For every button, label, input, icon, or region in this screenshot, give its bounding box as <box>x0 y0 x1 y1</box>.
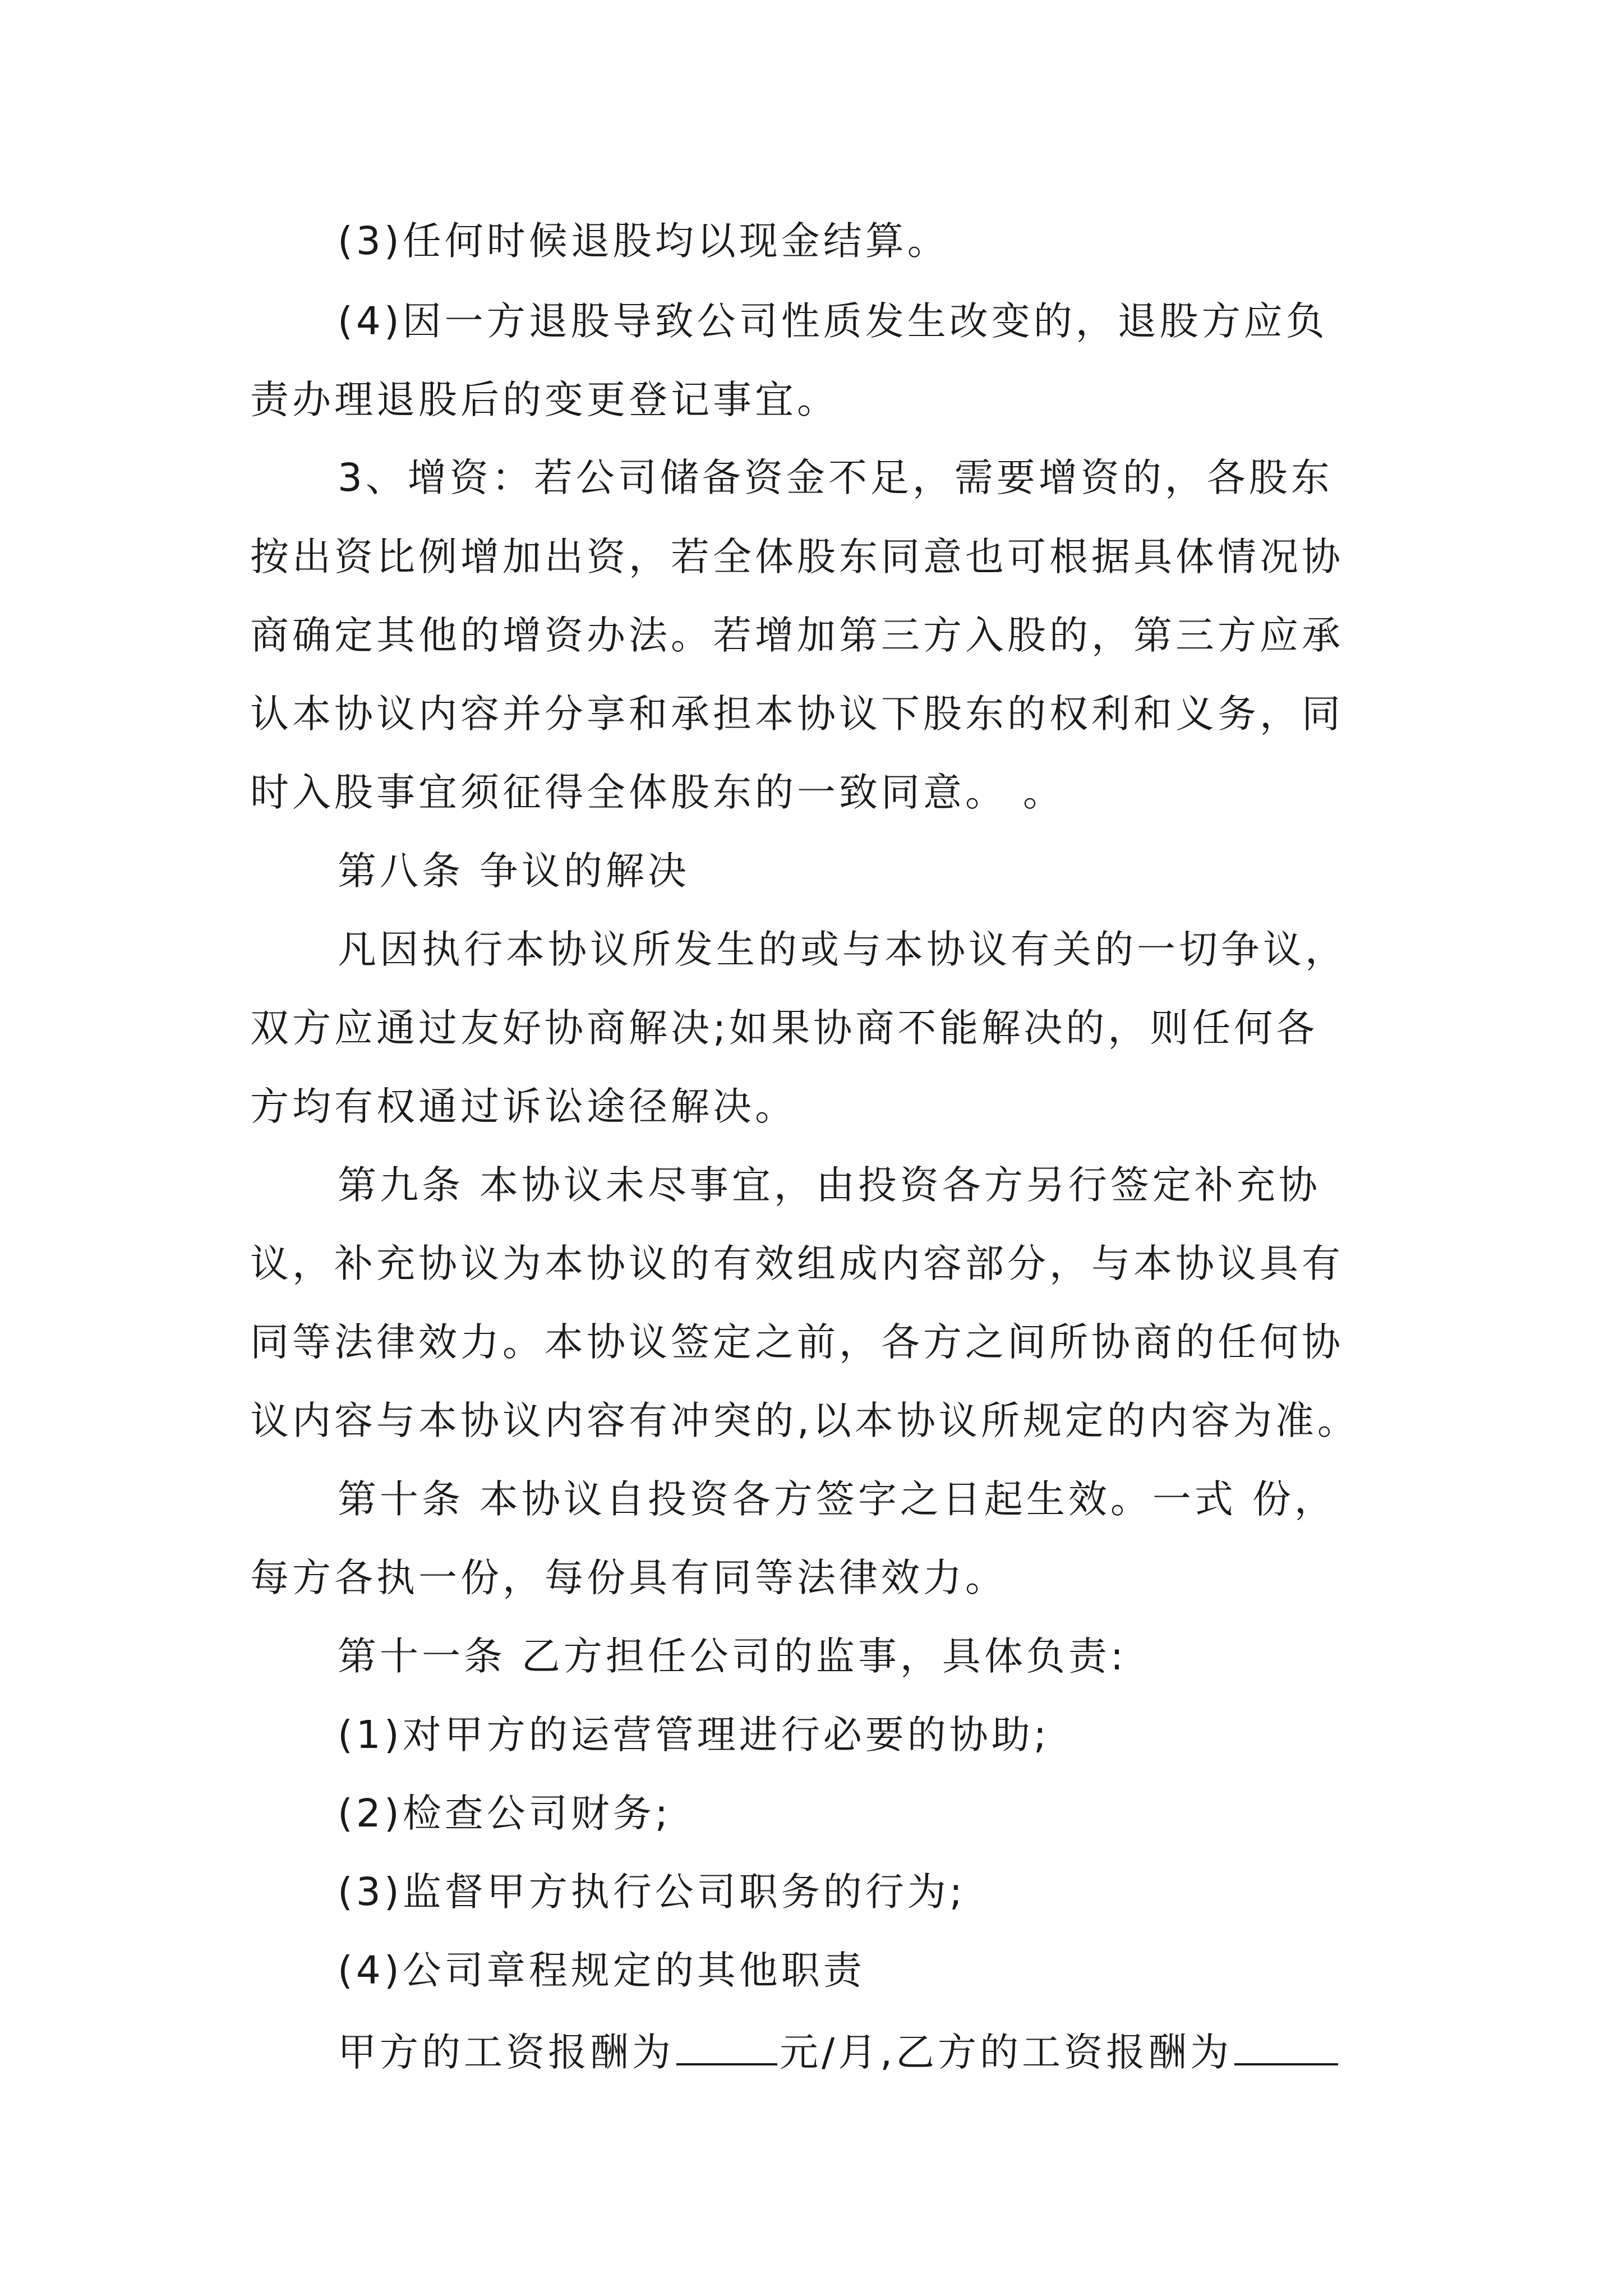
paragraph-line: 每方各执一份，每份具有同等法律效力。 <box>250 1556 1007 1600</box>
list-item: (3)监督甲方执行公司职务的行为; <box>338 1870 966 1915</box>
list-item: (4)公司章程规定的其他职责 <box>338 1948 865 1993</box>
paragraph-line: 认本协议内容并分享和承担本协议下股东的权利和义务，同 <box>250 692 1344 737</box>
salary-text-part1: 甲方的工资报酬为 <box>338 2030 674 2075</box>
salary-line <box>338 2024 1476 2078</box>
paragraph-line: 3、增资：若公司储备资金不足，需要增资的，各股东 <box>338 455 1333 500</box>
blank-field-1 <box>676 2024 777 2065</box>
list-item: (1)对甲方的运营管理进行必要的协助; <box>338 1713 1050 1757</box>
paragraph-line: (3)任何时候退股均以现金结算。 <box>338 219 949 264</box>
paragraph-line: 商确定其他的增资办法。若增加第三方入股的，第三方应承 <box>250 613 1344 658</box>
salary-text-part2: 元/月,乙方的工资报酬为 <box>780 2030 1233 2075</box>
paragraph-line: 第十一条 乙方担任公司的监事，具体负责: <box>338 1634 1127 1679</box>
paragraph-line: 时入股事宜须征得全体股东的一致同意。 。 <box>250 770 1065 815</box>
paragraph-line: 同等法律效力。本协议签定之前，各方之间所协商的任何协 <box>250 1320 1344 1365</box>
paragraph-line: 议内容与本协议内容有冲突的,以本协议所规定的内容为准。 <box>250 1398 1359 1443</box>
paragraph-line: 议，补充协议为本协议的有效组成内容部分，与本协议具有 <box>250 1241 1344 1286</box>
paragraph-line: 第十条 本协议自投资各方签字之日起生效。一式 份， <box>338 1477 1336 1522</box>
section-heading: 第八条 争议的解决 <box>338 849 690 894</box>
paragraph-line: 双方应通过友好协商解决;如果协商不能解决的，则任何各 <box>250 1006 1318 1051</box>
paragraph-line: 按出资比例增加出资，若全体股东同意也可根据具体情况协 <box>250 535 1344 579</box>
list-item: (2)检查公司财务; <box>338 1791 671 1836</box>
paragraph-line: 责办理退股后的变更登记事宜。 <box>250 378 839 422</box>
paragraph-line: 凡因执行本协议所发生的或与本协议有关的一切争议， <box>338 927 1347 972</box>
blank-field-2 <box>1234 2024 1338 2065</box>
paragraph-line: 方均有权通过诉讼途径解决。 <box>250 1084 797 1129</box>
paragraph-line: 第九条 本协议未尽事宜，由投资各方另行签定补充协 <box>338 1163 1321 1208</box>
paragraph-line: (4)因一方退股导致公司性质发生改变的，退股方应负 <box>338 299 1328 344</box>
